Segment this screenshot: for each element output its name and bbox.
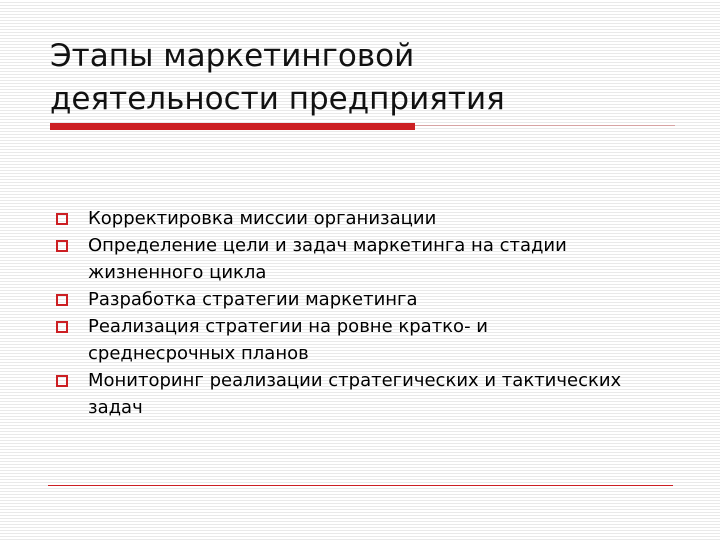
bullet-item bbox=[56, 367, 686, 421]
bullet-text-line: Мониторинг реализации стратегических и тактических bbox=[88, 370, 622, 391]
bullet-item bbox=[56, 286, 686, 313]
bullet-text-line: задач bbox=[88, 397, 143, 418]
title-line-1: Этапы маркетинговой bbox=[50, 38, 415, 74]
bullet-text-line: Корректировка миссии организации bbox=[88, 208, 437, 229]
bullet-text-line: среднесрочных планов bbox=[88, 343, 309, 364]
bullet-text-line: Разработка стратегии маркетинга bbox=[88, 289, 418, 310]
footer-rule bbox=[48, 485, 673, 486]
bullet-text-line: Реализация стратегии на ровне кратко- и bbox=[88, 316, 488, 337]
bullet-text-line: Определение цели и задач маркетинга на стадии bbox=[88, 235, 567, 256]
bullet-item bbox=[56, 205, 686, 232]
bullet-item bbox=[56, 232, 686, 286]
bullet-list bbox=[56, 205, 686, 421]
hollow-square-bullet-icon bbox=[56, 294, 68, 306]
hollow-square-bullet-icon bbox=[56, 375, 68, 387]
title-accent-bar bbox=[50, 123, 415, 130]
title-line-2: деятельности предприятия bbox=[50, 81, 505, 117]
bullet-text-line: жизненного цикла bbox=[88, 262, 267, 283]
slide-title bbox=[50, 35, 670, 121]
hollow-square-bullet-icon bbox=[56, 213, 68, 225]
hollow-square-bullet-icon bbox=[56, 321, 68, 333]
bullet-item bbox=[56, 313, 686, 367]
hollow-square-bullet-icon bbox=[56, 240, 68, 252]
